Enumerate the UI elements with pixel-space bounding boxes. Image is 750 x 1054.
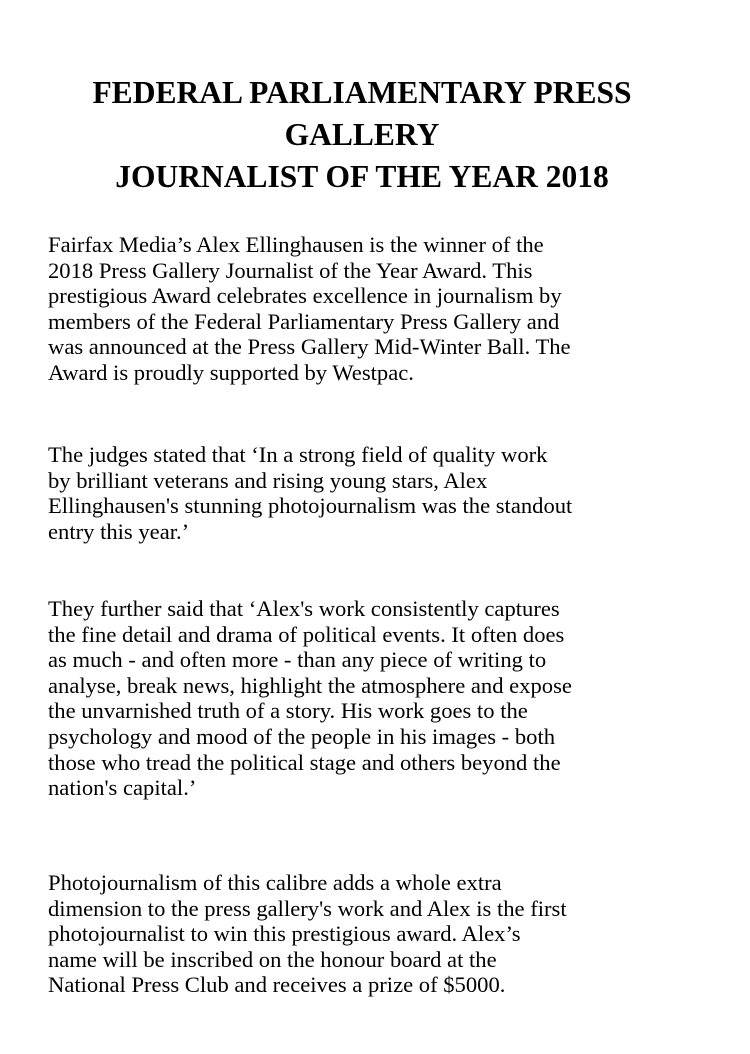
document-title <box>0 72 724 198</box>
text-line: National Press Club and receives a prize of $5000. <box>48 972 506 998</box>
title-line: JOURNALIST OF THE YEAR 2018 <box>115 159 609 194</box>
text-line: as much - and often more - than any piece of writing to <box>48 647 547 673</box>
text-line: the fine detail and drama of political events. It often does <box>48 621 565 647</box>
text-line: They further said that ‘Alex's work consistently captures <box>48 596 560 621</box>
text-line: was announced at the Press Gallery Mid-Winter Ball. The <box>48 334 571 360</box>
paragraph-judges-statement <box>48 442 572 544</box>
text-line: The judges stated that ‘In a strong field of quality work <box>48 442 548 467</box>
text-line: Fairfax Media’s Alex Ellinghausen is the winner of the <box>48 232 544 257</box>
text-line: by brilliant veterans and rising young stars, Alex <box>48 467 488 493</box>
text-line: dimension to the press gallery's work and Alex is the first <box>48 895 567 921</box>
text-line: prestigious Award celebrates excellence in journalism by <box>48 283 562 309</box>
paragraph-judges-further <box>48 596 572 801</box>
title-line: GALLERY <box>284 117 440 152</box>
paragraph-prize <box>48 870 567 998</box>
text-line: those who tread the political stage and others beyond the <box>48 749 561 775</box>
text-line: 2018 Press Gallery Journalist of the Year Award. This <box>48 257 533 283</box>
text-line: the unvarnished truth of a story. His work goes to the <box>48 698 528 724</box>
text-line: analyse, break news, highlight the atmosphere and expose <box>48 672 572 698</box>
text-line: photojournalist to win this prestigious award. Alex’s <box>48 921 521 947</box>
title-line: FEDERAL PARLIAMENTARY PRESS <box>92 75 632 110</box>
text-line: nation's capital.’ <box>48 775 197 801</box>
text-line: psychology and mood of the people in his images - both <box>48 723 556 749</box>
text-line: name will be inscribed on the honour board at the <box>48 946 497 972</box>
text-line: entry this year.’ <box>48 518 190 544</box>
text-line: Ellinghausen's stunning photojournalism was the standout <box>48 493 573 519</box>
text-line: Photojournalism of this calibre adds a whole extra <box>48 870 502 895</box>
text-line: members of the Federal Parliamentary Press Gallery and <box>48 308 560 334</box>
paragraph-winner-announcement <box>48 232 571 386</box>
text-line: Award is proudly supported by Westpac. <box>48 359 414 385</box>
